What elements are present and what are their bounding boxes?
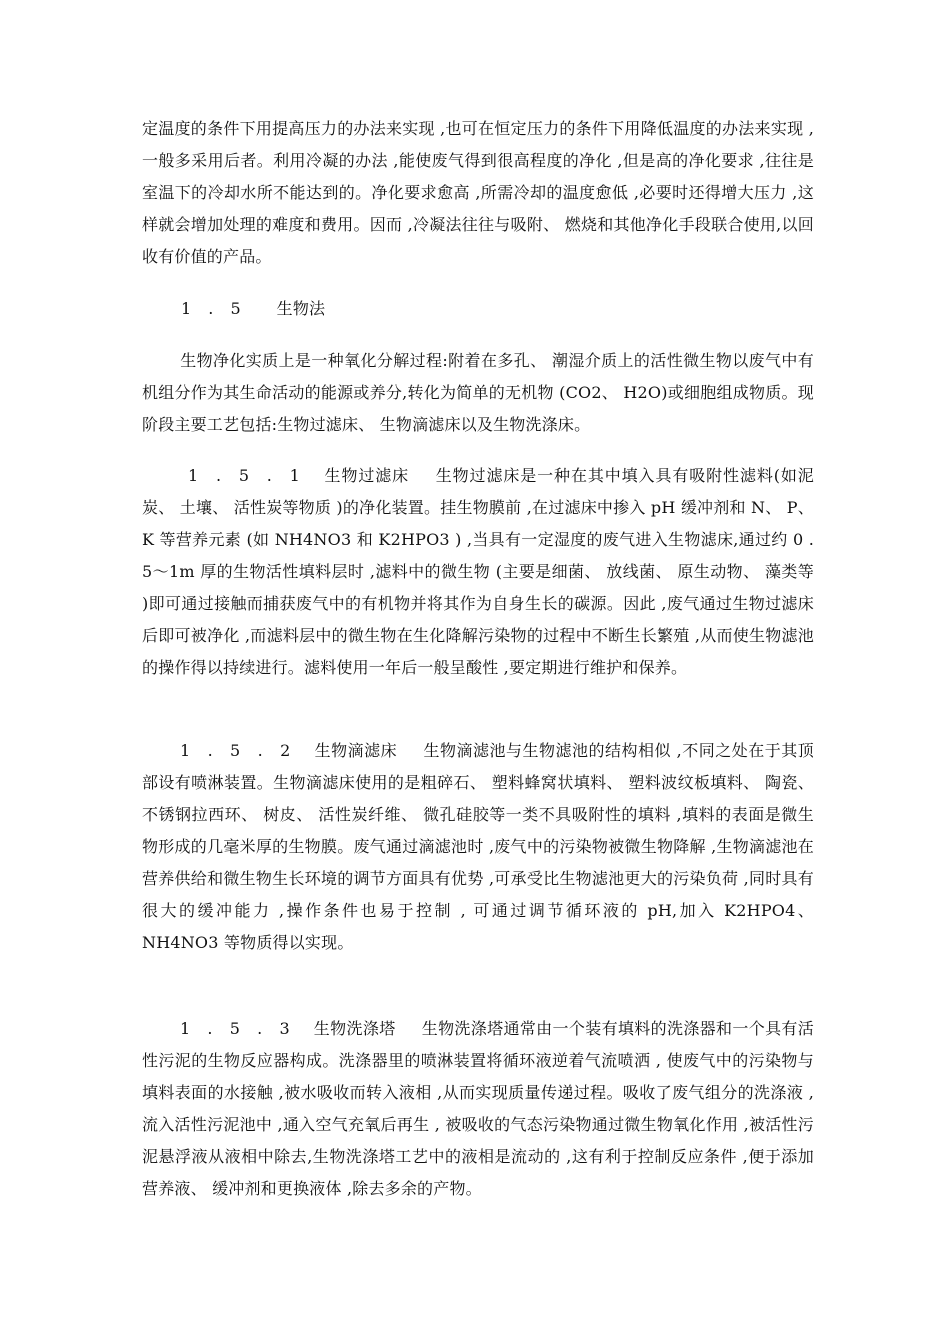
paragraph-condensation <box>142 113 814 273</box>
paragraph-text: 生物洗涤塔通常由一个装有填料的洗涤器和一个具有活性污泥的生物反应器构成。洗涤器里的喷淋装置将循环液逆着气流喷洒 , 使废气中的污染物与填料表面的水接触 ,被水吸收而转入液相 ,从而实现质量传递过程。吸收了废气组分的洗涤液 ,流入活性污泥池中 ,通入空气充氧后再生 , 被吸收的气态污染物通过微生物氧化作用 ,被活性污泥悬浮液从液相中除去,生物洗涤塔工艺中的液相是流动的 ,这有利于控制反应条件 ,便于添加营养液、 缓冲剂和更换液体 ,除去多余的产物。 <box>142 1019 814 1198</box>
paragraph-bio-filter <box>142 460 814 684</box>
section-number: 1 . 5 <box>181 299 247 318</box>
subsection-title: 生物过滤床 <box>323 466 410 485</box>
section-title: 生物法 <box>276 299 326 318</box>
subsection-number: 1 . 5 . 3 <box>180 1019 296 1038</box>
paragraph-text: 生物净化实质上是一种氧化分解过程:附着在多孔、 潮湿介质上的活性微生物以废气中有机组分作为其生命活动的能源或养分,转化为简单的无机物 (CO2、 H2O)或细胞组成物质。现阶段主要工艺包括:生物过滤床、 生物滴滤床以及生物洗涤床。 <box>142 351 814 434</box>
paragraph-text: 生物过滤床是一种在其中填入具有吸附性滤料(如泥炭、 土壤、 活性炭等物质 )的净化装置。挂生物膜前 ,在过滤床中掺入 pH 缓冲剂和 N、 P、 K 等营养元素 (如 NH4NO3 和 K2HPO3 ) ,当具有一定湿度的废气进入生物滤床,通过约 0 . 5～1m 厚的生物活性填料层时 ,滤料中的微生物 (主要是细菌、 放线菌、 原生动物、 藻类等 )即可通过接触而捕获废气中的有机物并将其作为自身生长的碳源。因此 ,废气通过生物过滤床后即可被净化 ,而滤料层中的微生物在生化降解污染物的过程中不断生长繁殖 ,从而使生物滤池的操作得以持续进行。滤料使用一年后一般呈酸性 ,要定期进行维护和保养。 <box>142 466 814 677</box>
paragraph-bio-scrubber <box>142 1013 814 1205</box>
section-heading-1-5 <box>181 293 325 325</box>
paragraph-text: 生物滴滤池与生物滤池的结构相似 ,不同之处在于其顶部设有喷淋装置。生物滴滤床使用的是粗碎石、 塑料蜂窝状填料、 塑料波纹板填料、 陶瓷、不锈钢拉西环、 树皮、 活性炭纤维、 微孔硅胶等一类不具吸附性的填料 ,填料的表面是微生物形成的几毫米厚的生物膜。废气通过滴滤池时 ,废气中的污染物被微生物降解 ,生物滴滤池在营养供给和微生物生长环境的调节方面具有优势 ,可承受比生物滤池更大的污染负荷 ,同时具有很大的缓冲能力 ,操作条件也易于控制 , 可通过调节循环液的 pH,加入 K2HPO4、 NH4NO3 等物质得以实现。 <box>142 741 814 952</box>
paragraph-text: 定温度的条件下用提高压力的办法来实现 ,也可在恒定压力的条件下用降低温度的办法来实现 ,一般多采用后者。利用冷凝的办法 ,能使废气得到很高程度的净化 ,但是高的净化要求 ,往往是室温下的冷却水所不能达到的。净化要求愈高 ,所需冷却的温度愈低 ,必要时还得增大压力 ,这样就会增加处理的难度和费用。因而 ,冷凝法往往与吸附、 燃烧和其他净化手段联合使用,以回收有价值的产品。 <box>142 119 814 266</box>
paragraph-bio-intro <box>142 345 814 441</box>
subsection-number: 1 . 5 . 2 <box>180 741 297 760</box>
subsection-title: 生物洗涤塔 <box>313 1019 396 1038</box>
subsection-title: 生物滴滤床 <box>314 741 398 760</box>
subsection-number: 1 . 5 . 1 <box>188 466 306 485</box>
paragraph-bio-trickling <box>142 735 814 959</box>
